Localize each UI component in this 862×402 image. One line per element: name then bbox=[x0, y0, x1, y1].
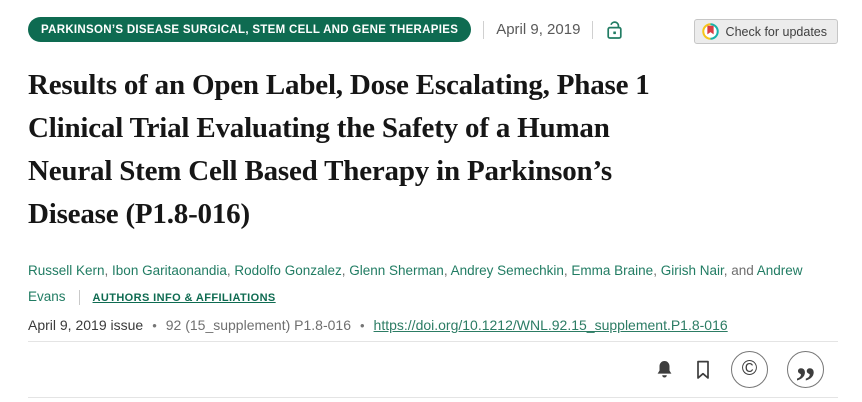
collection-and-date bbox=[28, 17, 624, 42]
crossmark-icon bbox=[702, 23, 719, 40]
divider bbox=[483, 21, 484, 39]
title-line: Disease (P1.8-016) bbox=[28, 198, 250, 230]
author-list bbox=[28, 258, 810, 311]
citation-text: 92 (15_supplement) P1.8-016 bbox=[165, 317, 351, 333]
collection-badge[interactable]: PARKINSON’S DISEASE SURGICAL, STEM CELL AND GENE THERAPIES bbox=[28, 17, 471, 42]
bottom-rule bbox=[28, 397, 838, 398]
check-for-updates-label: Check for updates bbox=[725, 24, 827, 39]
author-link[interactable]: Girish Nair bbox=[660, 263, 724, 278]
divider bbox=[79, 290, 80, 305]
author-link[interactable]: Ibon Garitaonandia bbox=[112, 263, 227, 278]
notifications-bell-button[interactable] bbox=[654, 359, 675, 381]
author-separator: , bbox=[341, 263, 350, 278]
cite-quote-button[interactable]: ” bbox=[787, 351, 824, 388]
check-for-updates-button[interactable] bbox=[694, 19, 838, 44]
author-separator: , bbox=[653, 263, 661, 278]
author-link[interactable]: Andrew Evans bbox=[28, 263, 803, 304]
doi-link[interactable]: https://doi.org/10.1212/WNL.92.15_supplement.P1.8-016 bbox=[373, 317, 728, 333]
publication-date: April 9, 2019 bbox=[496, 21, 581, 38]
bell-icon bbox=[654, 359, 675, 381]
author-separator: , bbox=[443, 263, 451, 278]
copyright-icon: © bbox=[741, 357, 758, 380]
issue-link[interactable]: April 9, 2019 issue bbox=[28, 317, 144, 333]
article-title bbox=[28, 64, 838, 236]
author-link[interactable]: Emma Braine bbox=[571, 263, 654, 278]
copyright-permissions-button[interactable] bbox=[731, 351, 768, 388]
title-line: Results of an Open Label, Dose Escalating, Phase 1 bbox=[28, 69, 650, 101]
top-row bbox=[28, 0, 838, 44]
title-line: Clinical Trial Evaluating the Safety of a Human bbox=[28, 112, 610, 144]
article-toolbar bbox=[28, 342, 838, 397]
author-link[interactable]: Russell Kern bbox=[28, 263, 105, 278]
divider bbox=[592, 21, 593, 39]
open-access-lock-icon bbox=[605, 19, 624, 40]
author-separator: , bbox=[563, 263, 572, 278]
meta-bullet: • bbox=[359, 317, 365, 333]
bookmark-button[interactable] bbox=[694, 359, 712, 381]
author-link[interactable]: Glenn Sherman bbox=[349, 263, 444, 278]
author-link[interactable]: Rodolfo Gonzalez bbox=[234, 263, 342, 278]
citation-row bbox=[28, 317, 838, 333]
author-separator: , bbox=[104, 263, 113, 278]
author-separator: , bbox=[226, 263, 235, 278]
meta-bullet: • bbox=[152, 317, 157, 333]
author-separator: , and bbox=[723, 263, 757, 278]
title-line: Neural Stem Cell Based Therapy in Parkinson’s bbox=[28, 155, 612, 187]
authors-info-link[interactable]: AUTHORS INFO & AFFILIATIONS bbox=[92, 292, 276, 304]
author-link[interactable]: Andrey Semechkin bbox=[450, 263, 564, 278]
bookmark-icon bbox=[694, 359, 712, 381]
